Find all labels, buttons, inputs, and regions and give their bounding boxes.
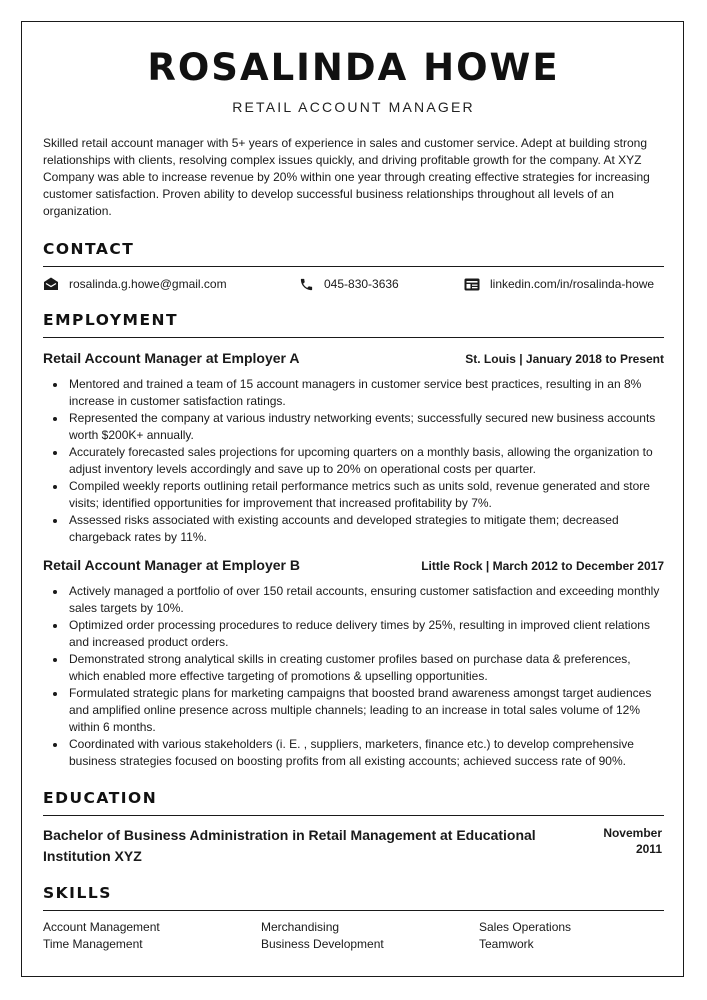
bullet-item: Mentored and trained a team of 15 account managers in customer service best practices, resulting in an 8% increase in customer satisfaction ratings. <box>69 376 664 410</box>
job-meta: Little Rock | March 2012 to December 2017 <box>421 559 664 573</box>
phone-icon <box>299 277 314 292</box>
job-meta: St. Louis | January 2018 to Present <box>465 352 664 366</box>
education-degree: Bachelor of Business Administration in Retail Management at Educational Institution XYZ <box>43 827 536 864</box>
job-title: Retail Account Manager at Employer B <box>43 557 300 573</box>
contact-phone[interactable] <box>299 276 464 292</box>
skill-item: Business Development <box>261 937 384 951</box>
resume <box>43 42 664 953</box>
skill-item: Time Management <box>43 937 143 951</box>
skills-heading: SKILLS <box>43 883 664 911</box>
bullet-item: Assessed risks associated with existing accounts and developed strategies to mitigate them; decreased chargeback rates by 11%. <box>69 512 664 546</box>
skill-item: Sales Operations <box>479 920 572 934</box>
skill-item: Account Management <box>43 920 160 934</box>
candidate-name: ROSALINDA HOWE <box>147 46 560 89</box>
bullet-item: Compiled weekly reports outlining retail performance metrics such as units sold, revenue generated and store visits; identified opportunities for improvement that increased profitability by 7%. <box>69 478 664 512</box>
bullet-item: Actively managed a portfolio of over 150 retail accounts, ensuring customer satisfaction and exceeding monthly sales targets by 10%. <box>69 583 664 617</box>
envelope-icon <box>43 277 59 291</box>
bullet-item: Accurately forecasted sales projections for upcoming quarters on a monthly basis, allowing the organization to adjust inventory levels accordingly and save up to 20% on operational costs per quarter. <box>69 444 664 478</box>
education-section <box>43 788 664 867</box>
candidate-role: RETAIL ACCOUNT MANAGER <box>232 99 475 115</box>
contact-heading: CONTACT <box>43 239 664 267</box>
skill-item: Teamwork <box>479 937 534 951</box>
employment-heading: EMPLOYMENT <box>43 310 664 338</box>
job-entry <box>43 349 664 546</box>
linkedin-text: linkedin.com/in/rosalinda-howe <box>490 277 655 291</box>
bullet-item: Represented the company at various industry networking events; successfully secured new business accounts worth $200K+ annually. <box>69 410 664 444</box>
education-date-month: November <box>603 826 662 840</box>
contact-row <box>43 276 664 292</box>
contact-email[interactable] <box>43 276 299 292</box>
skills-grid <box>43 919 664 953</box>
phone-text: 045-830-3636 <box>324 277 399 291</box>
education-date <box>592 825 664 867</box>
employment-section <box>43 310 664 770</box>
education-date-year: 2011 <box>635 842 662 856</box>
contact-linkedin[interactable] <box>464 276 654 292</box>
bullet-item: Demonstrated strong analytical skills in creating customer profiles based on purchase data & preferences, which enabled more effective targeting of promotions & upselling opportunities. <box>69 651 664 685</box>
bullet-item: Formulated strategic plans for marketing campaigns that boosted brand awareness amongst target audiences and amplified online presence across multiple channels; leading to an increase in total sales volume of 12% within 6 months. <box>69 685 664 736</box>
skill-item: Merchandising <box>261 920 340 934</box>
job-title: Retail Account Manager at Employer A <box>43 350 300 366</box>
contact-section <box>43 239 664 292</box>
id-card-icon <box>464 278 480 291</box>
job-entry <box>43 556 664 770</box>
bullet-item: Coordinated with various stakeholders (i. E. , suppliers, marketers, finance etc.) to develop comprehensive business strategies focused on boosting profits from all existing accounts; achieved success rate of 90%. <box>69 736 664 770</box>
job-bullets <box>43 583 664 770</box>
job-bullets <box>43 376 664 546</box>
education-heading: EDUCATION <box>43 788 664 816</box>
bullet-item: Optimized order processing procedures to reduce delivery times by 25%, resulting in improved client relations and increased product orders. <box>69 617 664 651</box>
summary: Skilled retail account manager with 5+ years of experience in sales and customer service. Adept at building strong relationships with clients, resolving complex issues quickly, and driving profitable growth for the company. At XYZ Company was able to increase revenue by 20% within one year through creating effective strategies for increasing customer satisfaction. Proven ability to develop successful business relationships throughout all levels of an organization. <box>43 136 650 218</box>
email-text: rosalinda.g.howe@gmail.com <box>69 277 227 291</box>
skills-section <box>43 883 664 953</box>
